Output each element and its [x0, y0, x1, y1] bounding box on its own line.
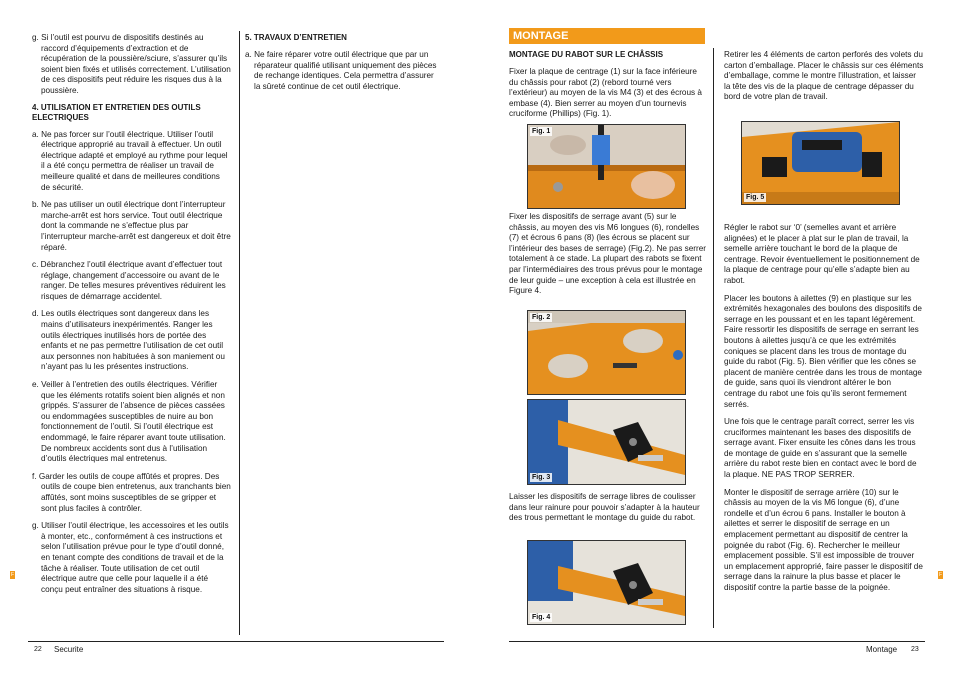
- right-column-1: [509, 50, 707, 127]
- section-heading-5: 5. TRAVAUX D’ENTRETIEN: [245, 33, 347, 42]
- right-column-1-part-3: [509, 492, 707, 531]
- figure-4-label: Fig. 4: [532, 614, 551, 621]
- section-heading-4: 4. UTILISATION ET ENTRETIEN DES OUTILS ELECTRIQUES: [32, 102, 201, 122]
- safety-item-a: a. Ne pas forcer sur l’outil électrique. Utiliser l’outil électrique approprié au travail à effectuer. Un outil électrique adapté et employé au rythme pour lequel il a été conçu permettra de réaliser un travail de meilleure qualité et dans de meilleures conditions de sécurité.: [32, 129, 228, 192]
- figure-3: [527, 399, 686, 485]
- right-column-2: [724, 50, 924, 110]
- right-column-1-part-2: [509, 212, 707, 304]
- figure-5: [741, 121, 900, 205]
- left-footer-label: Securite: [54, 645, 84, 654]
- right-column-2-part-2: [724, 223, 924, 601]
- safety-item-d: d. Les outils électriques sont dangereux dans les mains d’utilisateurs inexpérimentés. Ranger les outils électriques inutilisés hors de portée des enfants et ne pas permettre l’utilisation de cet outil aux personnes non habituées à son maniement ou n’ayant pas lu les présentes instructions.: [32, 309, 225, 372]
- maintenance-item-a: a. Ne faire réparer votre outil électrique que par un réparateur qualifié utilisant uniquement des pièces de rechange identiques. Cela permettra d’assurer la sûreté continue de cet outil électrique.: [245, 50, 437, 91]
- figure-1-label: Fig. 1: [532, 128, 551, 135]
- safety-item-g: g. Si l’outil est pourvu de dispositifs destinés au raccord d’équipements d’extraction et de récupération de la poussière/sciure, s’assurer qu’ils soient bien fixés et utilisés correctement. L’utilisation de ces dispositifs peut réduire les risques dus à la poussière.: [32, 33, 231, 95]
- language-tab-left: F: [10, 572, 15, 578]
- figure-5-illustration: [742, 122, 899, 204]
- montage-heading: MONTAGE DU RABOT SUR LE CHÂSSIS: [509, 50, 664, 59]
- montage-col2-paragraph-4: Une fois que le centrage paraît correct, serrer les vis cruciformes maintenant les bases des dispositifs de serrage avant. Fixer ensuite les cônes dans les trous de montage de guide en s’assurant que la semelle arrière du rabot reste bien en contact avec le bord de la plaque. NE PAS TROP SERRER.: [724, 417, 917, 480]
- figure-2: [527, 310, 686, 395]
- safety-item-b: b. Ne pas utiliser un outil électrique dont l’interrupteur marche-arrêt est hors service. Tout outil électrique dont la commande ne s’effectue plus par l’interrupteur marche-arrêt est dangereux et doit être réparé.: [32, 200, 231, 252]
- right-page-number: 23: [911, 646, 919, 653]
- left-column-1: [32, 33, 231, 602]
- montage-paragraph-1: Fixer la plaque de centrage (1) sur la face inférieure du châssis pour rabot (2) (rebord tourné vers l’extérieur) au moyen de la vis M4 (3) et des écrous à embase (4). Bien serrer au moyen d’un tournevis cruciforme (Phillips) (Fig. 1).: [509, 67, 702, 119]
- figure-5-label: Fig. 5: [746, 194, 765, 201]
- figure-1-illustration: [528, 125, 685, 208]
- left-column-2: [245, 33, 437, 99]
- safety-item-g2: g. Utiliser l’outil électrique, les accessoires et les outils à monter, etc., conformément à ces instructions et selon l’utilisation prévue pour le type d’outil donné, en tenant compte des conditions de travail et de la tâche à réaliser. Toute utilisation de cet outil électrique autre que celle pour laquelle il a été conçu peut entraîner des situations à risque.: [32, 521, 229, 594]
- right-column-divider: [713, 48, 714, 628]
- right-footer-rule: [509, 641, 925, 642]
- safety-item-f: f. Garder les outils de coupe affûtés et propres. Des outils de coupe bien entretenus, aux tranchants bien affûtés, sont moins susceptibles de se gripper et sont plus faciles à contrôler.: [32, 471, 231, 513]
- figure-2-label: Fig. 2: [532, 314, 551, 321]
- montage-paragraph-2: Fixer les dispositifs de serrage avant (5) sur le châssis, au moyen des vis M6 longues (6), rondelles (7) et écrous 6 pans (8) (les écrous se placent sur l’intérieur des bases de serrage) (Fig.2). Ne pas serrer totalement à ce stade. La plupart des rabots se fixent par l’intermédiaires des trous prévus pour le montage de leur guide – une exception à cela est illustrée en Figure 4.: [509, 212, 707, 296]
- left-column-divider: [239, 31, 240, 635]
- montage-col2-paragraph-3: Placer les boutons à ailettes (9) en plastique sur les extrémités hexagonales des boulons des dispositifs de serrage en les poussant et en les tapant légèrement. Faire ressortir les dispositifs de serrage en serrant les boutons à ailettes jusqu’à ce que les extrémités coniques se placent dans les trous de montage du guide du rabot (Fig. 5). Bien vérifier que les cônes se placent de manière centrée dans les trous de montage de guide, sans quoi ils viendront altérer le bon centrage du rabot une fois qu’ils seront fermement serrés.: [724, 293, 922, 409]
- figure-2-illustration: [528, 311, 685, 394]
- safety-item-e: e. Veiller à l’entretien des outils électriques. Vérifier que les éléments rotatifs soient bien alignés et non grippés. S’assurer de l’absence de pièces cassées ou endommagées susceptibles de nuire au bon fonctionnement de l’outil. Si l’outil électrique est endommagé, le faire réparer avant toute utilisation. De nombreux accidents sont dus à l’utilisation d’outils électriques mal entretenus.: [32, 380, 226, 464]
- figure-4: [527, 540, 686, 625]
- section-title-bar: MONTAGE: [509, 28, 705, 44]
- right-footer-label: Montage: [866, 645, 898, 654]
- language-tab-right: F: [938, 572, 943, 578]
- figure-3-illustration: [528, 400, 685, 484]
- figure-4-illustration: [528, 541, 685, 624]
- left-page-number: 22: [34, 646, 42, 653]
- montage-col2-paragraph-2: Régler le rabot sur ‘0’ (semelles avant et arrière alignées) et le placer à plat sur le plan de travail, la semelle arrière touchant le bord de la plaque de centrage. Revoir éventuellement le positionnement de la plaque de centrage pour qu’elle s’adapte bien au rabot.: [724, 223, 920, 285]
- montage-col2-paragraph-1: Retirer les 4 éléments de carton perforés des volets du carton d’emballage. Placer le châssis sur ces éléments d’emballage, comme le montre l’illustration, et laisser la tête des vis de la plaque de centrage dépasser du bord de votre plan de travail.: [724, 50, 924, 102]
- safety-item-c: c. Débranchez l’outil électrique avant d’effectuer tout réglage, changement d’accessoire ou avant de le ranger. De telles mesures préventives réduirent les risques de démarrage accidentel.: [32, 260, 226, 301]
- left-footer-rule: [28, 641, 444, 642]
- montage-col2-paragraph-5: Monter le dispositif de serrage arrière (10) sur le châssis au moyen de la vis M6 longue (6), d’une rondelle et d’un écrou 6 pans. Installer le bouton à ailettes et serrer le dispositif de serrage en un emplacement permettant au dispositif de centrer la poignée du rabot (Fig. 6). Rechercher le meilleur emplacement possible. S’il est impossible de trouver un emplacement approprié, faire passer le dispositif de serrage dans la rainure la plus basse et placer le dispositif contre la partie basse de la poignée.: [724, 487, 923, 592]
- figure-1: [527, 124, 686, 209]
- figure-3-label: Fig. 3: [532, 474, 551, 481]
- montage-paragraph-3: Laisser les dispositifs de serrage libres de coulisser dans leur rainure pour pouvoir s’adapter à la hauteur des trous permettant le montage du guide du rabot.: [509, 492, 700, 523]
